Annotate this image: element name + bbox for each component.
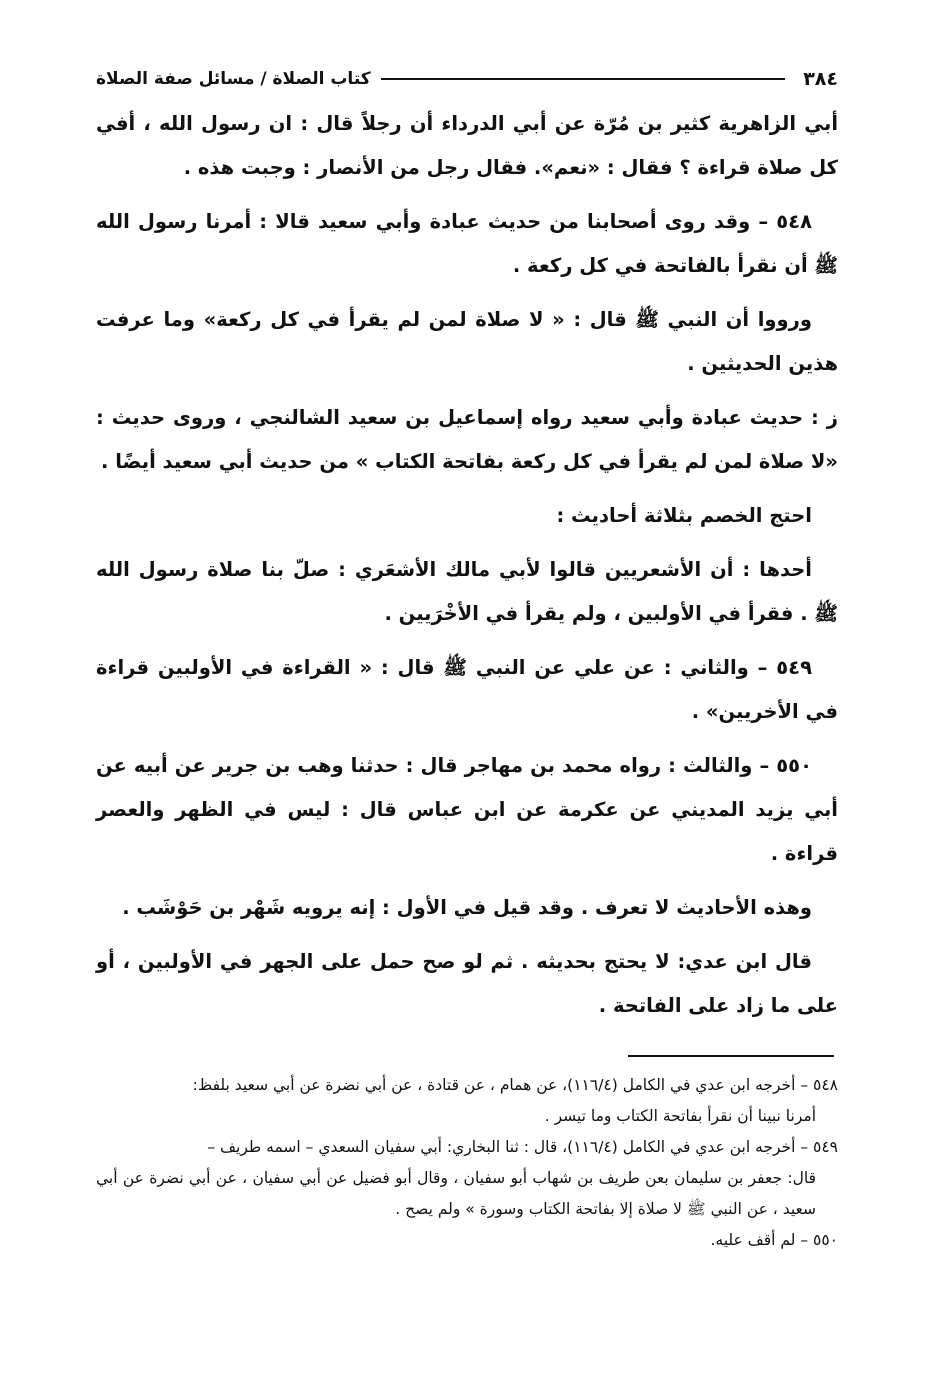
paragraph-text: احتج الخصم بثلاثة أحاديث :	[556, 504, 812, 527]
page-body	[96, 62, 838, 1038]
paragraph-number: ٥٤٨ –	[758, 210, 812, 233]
paragraph-6	[96, 548, 838, 636]
footnote-text: ٥٤٨ – أخرجه ابن عدي في الكامل (١١٦/٤)، عن همام ، عن قتادة ، عن أبي نضرة عن أبي سعيد بلفظ:	[192, 1076, 838, 1094]
paragraph-text: أبي الزاهرية كثير بن مُرّة عن أبي الدرداء أن رجلاً قال : ان رسول الله ، أفي كل صلاة قراءة ؟ فقال : «نعم». فقال رجل من الأنصار : وجبت هذه .	[96, 112, 838, 179]
paragraph-marker: ز :	[811, 406, 838, 429]
paragraph-text: رواه محمد بن مهاجر قال : حدثنا وهب بن جرير عن أبيه عن أبي يزيد المديني عن عكرمة عن ابن عباس قال : ليس في الظهر والعصر قراءة .	[96, 754, 838, 865]
paragraph-text: ورووا أن النبي ﷺ قال : « لا صلاة لمن لم يقرأ في كل ركعة» وما عرفت هذين الحديثين .	[96, 308, 838, 375]
paragraph-7	[96, 646, 838, 734]
paragraph-2	[96, 200, 838, 288]
paragraph-9	[96, 886, 838, 930]
footnote-divider	[628, 1055, 834, 1057]
footnote-text: ٥٥٠ – لم أقف عليه.	[710, 1231, 838, 1249]
paragraph-number: ٥٥٠ – والثالث :	[668, 754, 812, 777]
footnote-continuation: أمرنا نبينا أن نقرأ بفاتحة الكتاب وما تيسر .	[544, 1107, 816, 1125]
running-header	[96, 62, 838, 96]
footnotes	[96, 1070, 838, 1256]
page-number: ٣٨٤	[803, 68, 838, 90]
footnote-continuation: قال: جعفر بن سليمان بعن طريف بن شهاب أبو سفيان ، وقال أبو فضيل عن أبي سفيان ، عن أبي نضرة عن أبي سعيد ، عن النبي ﷺ لا صلاة إلا بفاتحة الكتاب وسورة » ولم يصح .	[96, 1169, 816, 1218]
paragraph-text: قال ابن عدي: لا يحتج بحديثه . ثم لو صح حمل على الجهر في الأولبين ، أو على ما زاد على الفاتحة .	[96, 950, 838, 1017]
footnote-548	[96, 1070, 838, 1132]
paragraph-text: حديث عبادة وأبي سعيد رواه إسماعيل بن سعيد الشالنجي ، وروى حديث : «لا صلاة لمن لم يقرأ في كل ركعة بفاتحة الكتاب » من حديث أبي سعيد أيضًا .	[96, 406, 838, 473]
paragraph-8	[96, 744, 838, 876]
paragraph-text: وقد روى أصحابنا من حديث عبادة وأبي سعيد قالا : أمرنا رسول الله ﷺ أن نقرأ بالفاتحة في كل ركعة .	[96, 210, 838, 277]
footnote-text: ٥٤٩ – أخرجه ابن عدي في الكامل (١١٦/٤)، قال : ثنا البخاري: أبي سفيان السعدي – اسمه طريف –	[207, 1138, 838, 1156]
running-title: كتاب الصلاة / مسائل صفة الصلاة	[96, 69, 371, 89]
paragraph-1	[96, 102, 838, 190]
footnote-549	[96, 1132, 838, 1225]
paragraph-number: ٥٤٩ – والثاني :	[663, 656, 812, 679]
paragraph-5	[96, 494, 838, 538]
paragraph-4	[96, 396, 838, 484]
paragraph-10	[96, 940, 838, 1028]
paragraph-text: وهذه الأحاديث لا تعرف . وقد قيل في الأول : إنه يرويه شَهْر بن حَوْشَب .	[122, 896, 812, 919]
paragraph-text: عن علي عن النبي ﷺ قال : « القراءة في الأولبين قراءة في الأخريين» .	[96, 656, 838, 723]
paragraph-text: أحدها : أن الأشعريين قالوا لأبي مالك الأشعَري : صلّ بنا صلاة رسول الله ﷺ . فقرأ في الأولبين ، ولم يقرأ في الأخْرَيين .	[96, 558, 838, 625]
header-rule	[381, 78, 786, 80]
paragraph-3	[96, 298, 838, 386]
footnote-550	[96, 1225, 838, 1256]
